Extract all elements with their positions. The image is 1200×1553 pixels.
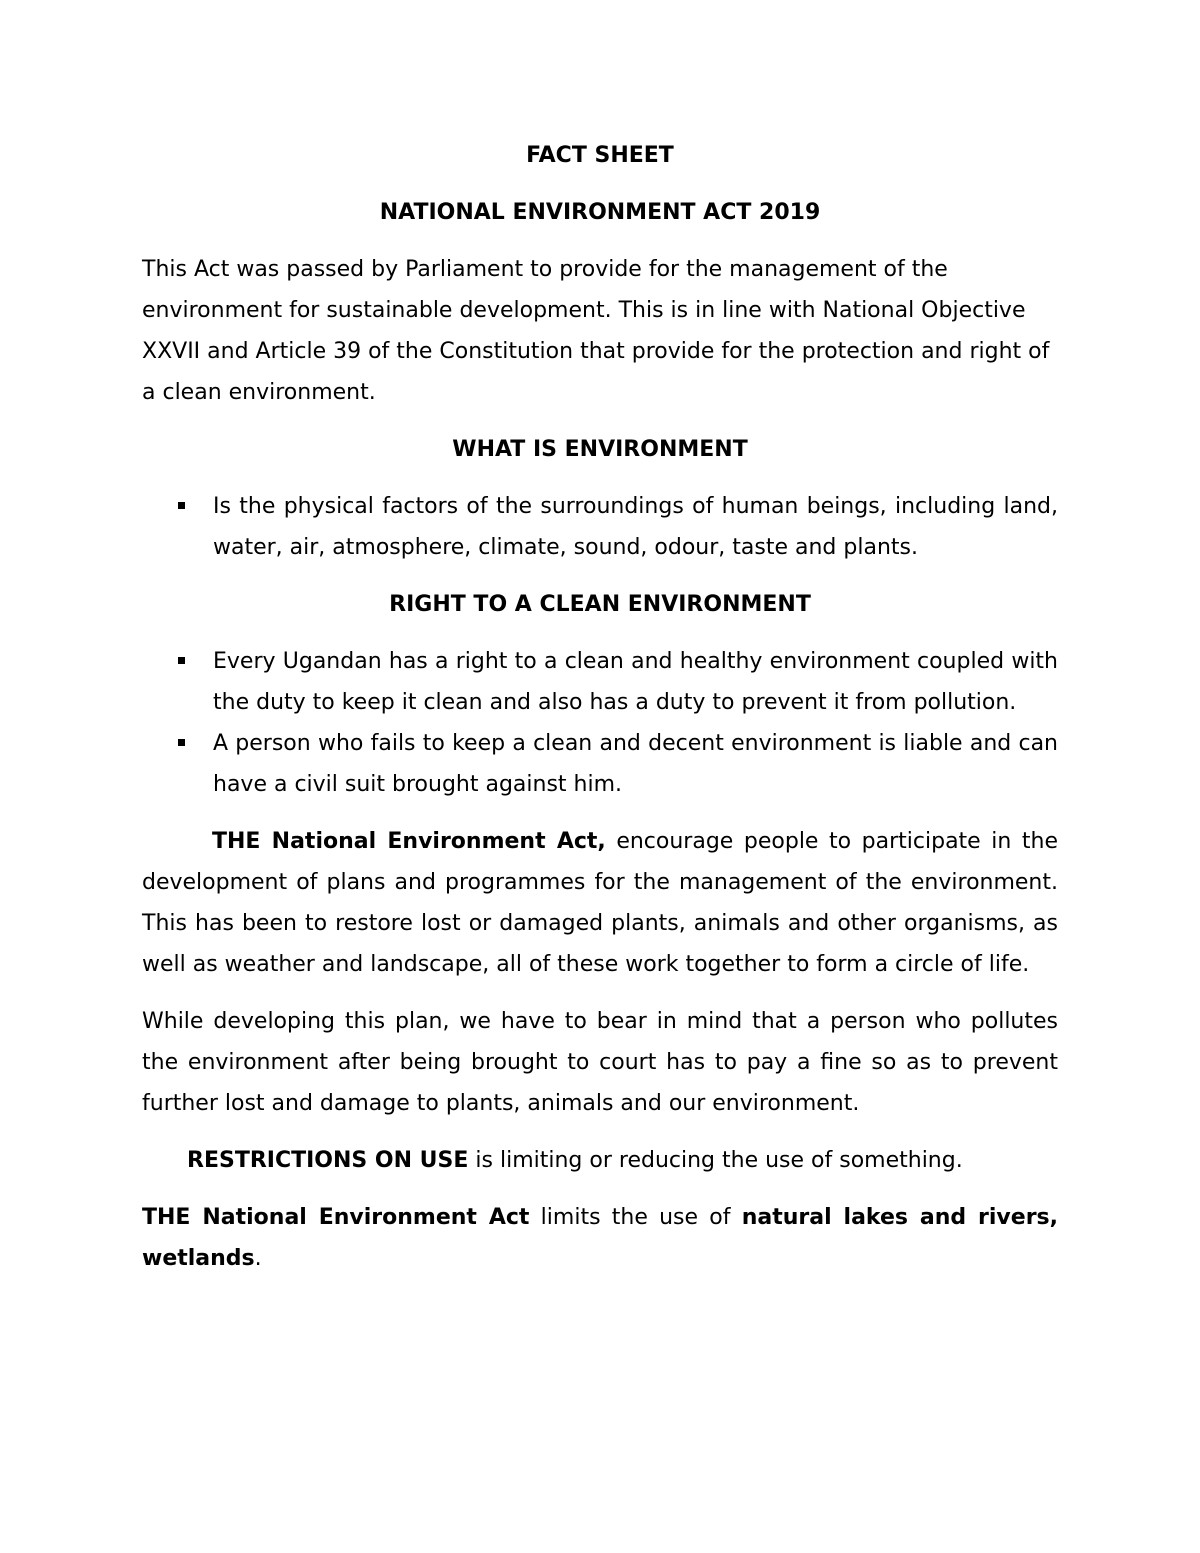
restrictions-text: is limiting or reducing the use of something. bbox=[468, 1148, 963, 1173]
rights-list bbox=[142, 641, 1058, 805]
limits-end: . bbox=[254, 1246, 262, 1271]
limits-paragraph bbox=[142, 1197, 1058, 1279]
participation-bold-lead: THE National Environment Act, bbox=[212, 829, 606, 854]
plan-paragraph: While developing this plan, we have to bear in mind that a person who pollutes the environment after being brought to court has to pay a fine so as to prevent further lost and damage to plants, animals and our environment. bbox=[142, 1009, 1058, 1116]
section-heading-what-is-environment: WHAT IS ENVIRONMENT bbox=[452, 437, 748, 462]
limits-text: limits the use of bbox=[529, 1205, 742, 1230]
participation-text: encourage people to participate in the development of plans and programmes for the management of the environment. This has been to restore lost or damaged plants, animals and other organisms, as well as weather and landscape, all of these work together to form a circle of life. bbox=[142, 829, 1058, 977]
limits-bold-lead: THE National Environment Act bbox=[142, 1205, 530, 1230]
restrictions-bold-lead: RESTRICTIONS ON USE bbox=[187, 1148, 469, 1173]
document-body bbox=[142, 135, 1058, 1295]
limits-bold-resources: natural lakes and rivers, wetlands bbox=[142, 1205, 1058, 1271]
square-bullet-icon bbox=[178, 657, 185, 664]
list-item bbox=[142, 641, 1058, 723]
section-heading-right-to-clean-environment: RIGHT TO A CLEAN ENVIRONMENT bbox=[389, 592, 811, 617]
environment-definition-list bbox=[142, 486, 1058, 568]
list-item bbox=[142, 486, 1058, 568]
list-item-text: A person who fails to keep a clean and decent environment is liable and can have a civil suit brought against him. bbox=[213, 731, 1058, 797]
square-bullet-icon bbox=[178, 739, 185, 746]
participation-paragraph bbox=[142, 821, 1058, 985]
list-item-text: Every Ugandan has a right to a clean and healthy environment coupled with the duty to keep it clean and also has a duty to prevent it from pollution. bbox=[213, 649, 1058, 715]
list-item-text: Is the physical factors of the surroundings of human beings, including land, water, air, atmosphere, climate, sound, odour, taste and plants. bbox=[213, 494, 1058, 560]
list-item bbox=[142, 723, 1058, 805]
square-bullet-icon bbox=[178, 502, 185, 509]
restrictions-paragraph bbox=[142, 1140, 1058, 1181]
document-subtitle: NATIONAL ENVIRONMENT ACT 2019 bbox=[379, 200, 821, 225]
intro-paragraph: This Act was passed by Parliament to provide for the management of the environment for sustainable development. This is in line with National Objective XXVII and Article 39 of the Constitution that provide for the protection and right of a clean environment. bbox=[142, 257, 1050, 405]
document-title: FACT SHEET bbox=[526, 143, 674, 168]
